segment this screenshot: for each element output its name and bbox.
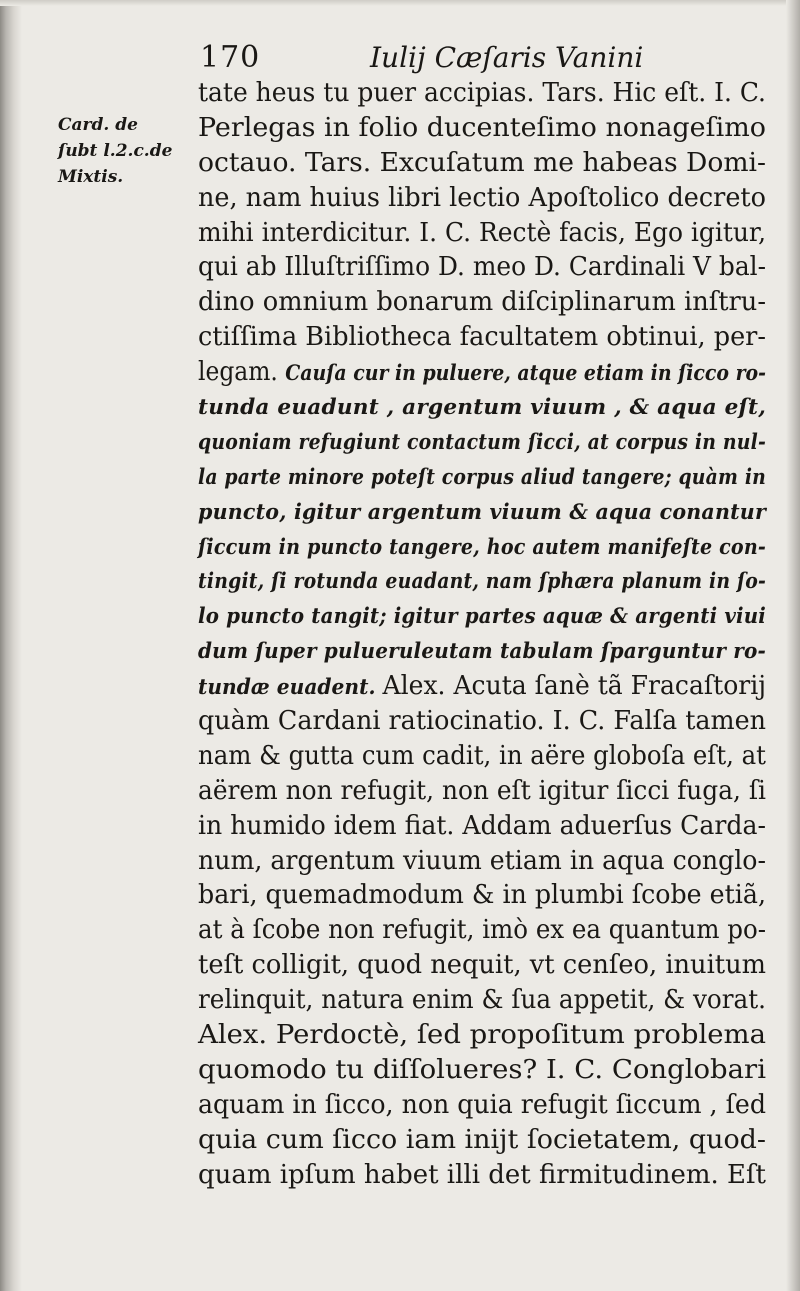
top-edge-shadow — [0, 0, 800, 6]
text-line: at à ſcobe non refugit, imò ex ea quantum po- — [198, 915, 766, 946]
binding-shadow — [0, 0, 22, 1291]
page-header — [200, 38, 760, 78]
running-title: Iulij Cæſaris Vanini — [370, 41, 644, 74]
text-line: dum ſuper pulueruleutam tabulam ſparguntur ro- — [198, 638, 766, 664]
text-line: puncto, igitur argentum viuum & aqua conantur — [198, 498, 766, 524]
italic-segment: tundæ euadent. — [198, 674, 383, 700]
text-line — [198, 355, 768, 390]
text-line: octauo. Tars. Excuſatum me habeas Domi- — [198, 147, 766, 178]
text-line: quomodo tu diſſolueres? I. C. Conglobari — [198, 1054, 766, 1085]
text-line: quia cum ſicco iam inijt ſocietatem, quod- — [198, 1124, 766, 1155]
text-line: quàm Cardani ratiocinatio. I. C. Falſa tamen — [198, 706, 766, 737]
roman-segment: legam. — [198, 357, 286, 388]
text-line: lo puncto tangit; igitur partes aquæ & argenti viui — [198, 603, 766, 629]
main-text-block — [198, 76, 768, 1193]
text-line: tunda euadunt , argentum viuum , & aqua eſt, — [198, 394, 766, 420]
text-line: la parte minore poteſt corpus aliud tangere; quàm in — [198, 463, 766, 489]
text-line: nam & gutta cum cadit, in aëre globoſa eſt, at — [198, 740, 766, 771]
text-line: quoniam refugiunt contactum ſicci, at corpus in nul- — [198, 428, 766, 454]
text-line: qui ab Illuſtriſſimo D. meo D. Cardinali V bal- — [198, 252, 766, 283]
text-line: aquam in ſicco, non quia refugit ſiccum , ſed — [198, 1089, 766, 1120]
marginal-note-line: ſubt l.2.c.de — [58, 141, 173, 161]
text-line: num, argentum viuum etiam in aqua conglo- — [198, 845, 766, 876]
text-line — [198, 669, 768, 704]
text-line: mihi interdicitur. I. C. Rectè facis, Ego igitur, — [198, 217, 766, 248]
text-line: teſt colligit, quod nequit, vt cenſeo, inuitum — [198, 950, 766, 981]
marginal-note-line: Card. de — [58, 115, 138, 135]
marginal-note-line: Mixtis. — [58, 167, 124, 187]
text-line: ne, nam huius libri lectio Apoſtolico decreto — [198, 182, 766, 213]
text-line: tingit, ſi rotunda euadant, nam ſphæra planum in ſo- — [198, 568, 766, 594]
text-line: Alex. Perdoctè, ſed propoſitum problema — [198, 1020, 766, 1051]
text-line: quam ipſum habet illi det firmitudinem. Eſt — [198, 1159, 766, 1190]
text-line: in humido idem fiat. Addam aduerſus Carda- — [198, 810, 766, 841]
text-line: dino omnium bonarum diſciplinarum inſtru- — [198, 287, 766, 318]
text-line: relinquit, natura enim & ſua appetit, & vorat. — [198, 985, 766, 1016]
italic-segment: Cauſa cur in puluere, atque etiam in ſicco ro- — [285, 360, 766, 386]
roman-segment: Alex. Acuta ſanè tã Fracaſtorij — [382, 671, 766, 702]
text-line: aërem non refugit, non eſt igitur ſicci fuga, ſi — [198, 775, 766, 806]
text-line: bari, quemadmodum & in plumbi ſcobe etiã, — [198, 880, 766, 911]
text-line: Perlegas in folio ducenteſimo nonageſimo — [198, 112, 766, 143]
marginal-note — [58, 112, 198, 190]
right-edge-shadow — [786, 0, 800, 1291]
page-number: 170 — [200, 40, 261, 75]
text-line: ctiſſima Bibliotheca facultatem obtinui, per- — [198, 322, 766, 353]
text-line: tate heus tu puer accipias. Tars. Hic eſt. I. C. — [198, 78, 766, 108]
text-line: ſiccum in puncto tangere, hoc autem manifeſte con- — [198, 533, 766, 559]
